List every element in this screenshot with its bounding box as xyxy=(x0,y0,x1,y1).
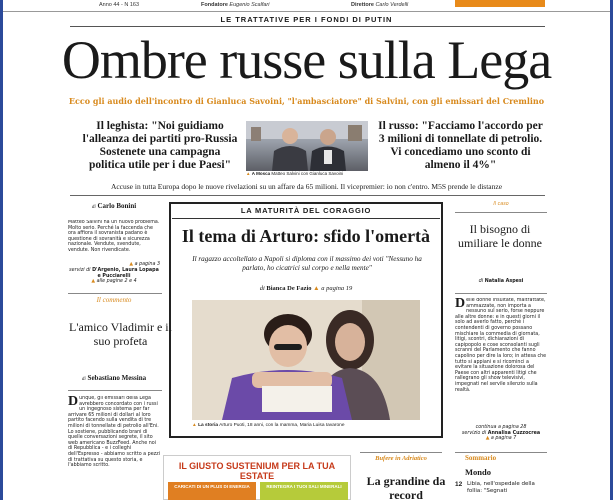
center-story-kicker: LA MATURITÀ DEL CORAGGIO xyxy=(240,206,372,215)
kicker-divider xyxy=(70,26,545,27)
section-divider xyxy=(70,195,545,196)
comment-section-label: Il commento xyxy=(96,296,132,304)
left-services-credit: servizi di D'Argenio, Laura Lopapa e Pucciarelli ▲ alle pagine 2 e 4 xyxy=(69,268,159,285)
teaser-title[interactable]: La grandine da record xyxy=(366,474,446,502)
summary-page: 12 xyxy=(455,481,463,488)
edition-number: Anno 44 - N 163 xyxy=(99,2,140,8)
summary-divider xyxy=(455,452,547,453)
right-column-title[interactable]: Il bisogno di umiliare le donne xyxy=(458,222,542,250)
photo-arturo-and-mother xyxy=(192,300,420,420)
promo-energy-tile: CARICATI DI UN PLUS DI ENERGIA xyxy=(168,482,256,500)
right-divider-top xyxy=(455,212,547,213)
top-story-photo[interactable] xyxy=(246,121,368,171)
summary-label: Sommario xyxy=(465,454,497,462)
promo-minerals-tile: REINTEGRA I TUOI SALI MINERALI xyxy=(260,482,348,500)
photo-salvini-savoini xyxy=(246,121,368,171)
summary-section: Mondo xyxy=(465,467,491,477)
center-story-byline: di Bianca De Fazio ▲ a pagina 19 xyxy=(259,285,353,292)
promo-title: IL GIUSTO SUSTENIUM PER LA TUA ESTATE xyxy=(178,461,336,481)
comment-byline: di Sebastiano Messina xyxy=(81,374,147,382)
right-section-label: Il caso xyxy=(493,202,509,207)
founder-credit: Fondatore Eugenio Scalfari xyxy=(201,2,270,8)
top-story-deck: Accuse in tutta Europa dopo le nuove rivelazioni su un affare da 65 milioni. Il vicepremier: io non c'entro. M5S prende le distanze xyxy=(110,182,503,191)
left-continued[interactable]: ▲ a pagina 3 xyxy=(129,262,160,267)
center-story-headline[interactable]: Il tema di Arturo: sfido l'omertà xyxy=(181,226,431,246)
center-kicker-divider xyxy=(172,218,440,219)
comment-title[interactable]: L'amico Vladimir e il suo profeta xyxy=(69,320,172,348)
top-story-headline[interactable]: Ombre russe sulla Lega xyxy=(61,30,552,90)
left-byline: di Carlo Bonini xyxy=(91,202,137,210)
top-story-subhead: Ecco gli audio dell'incontro di Gianluca Savoini, "l'ambasciatore" di Salvini, con gli emissari del Cremlino xyxy=(68,96,545,106)
center-story-photo[interactable] xyxy=(192,300,420,420)
quote-left: Il leghista: "Noi guidiamo l'alleanza dei partiti pro-Russia Sostenete una campagna politica utile per i due Paesi" xyxy=(82,120,238,171)
right-dropcap: D xyxy=(455,298,466,311)
teaser-kicker: Bufere in Adriatico xyxy=(375,455,427,462)
center-photo-caption: ▲ La storia Arturo Puoti, 18 anni, con la mamma, Maria Luisa Iavarone xyxy=(192,423,345,428)
left-article-body: Matteo Salvini ha un nuovo problema. Molto serio. Perché la faccenda che ora affiora il sovranista padano è questione di sovranità e sicurezza nazionale. Vendute, svendute, vendute. Non rivendicate. xyxy=(68,220,160,253)
comment-body: Dunque, gli emissari della Lega avrebbero concordato con i russi un ingegnoso sistema per far arrivare 65 milioni di dollari al loro partito facendo sulla vendita di tre milioni di tonnellate di petrolio all'Eni. Lo sostiene, pubblicando brani di quelle conversazioni segrete, il sito web americano BuzzFeed. Anche noi di Repubblica - e i colleghi dell'Espresso - abbiamo scritto a pezzi di trattativa su questo storia, e l'abbiamo scritto. xyxy=(68,396,160,469)
top-story-kicker: LE TRATTATIVE PER I FONDI DI PUTIN xyxy=(220,15,393,24)
teaser-divider xyxy=(360,452,442,453)
right-divider xyxy=(455,293,547,294)
center-page-ref: a pagina 19 xyxy=(321,285,353,292)
comment-divider xyxy=(68,390,162,391)
center-story-subhead: Il ragazzo accoltellato a Napoli si diploma con il massimo dei voti "Nessuno ha parlato, ho cicatrici sul corpo e nella mente" xyxy=(192,255,422,272)
summary-item[interactable]: Libia, nell'ospedale della follia: "Segnati xyxy=(467,481,535,494)
quote-right: Il russo: "Facciamo l'accordo per 3 milioni di tonnellate di petrolio. Vi concediamo uno sconto di almeno il 4%" xyxy=(378,120,543,171)
top-photo-caption: ▲ A Mosca Matteo Salvini con Gianluca Savoini xyxy=(246,171,344,176)
left-divider xyxy=(68,293,162,294)
right-byline: di Natalia Aspesi xyxy=(478,278,524,284)
comment-dropcap: D xyxy=(68,396,79,409)
masthead-promo-block xyxy=(455,0,545,7)
right-article-body: Delle donne insultate, maltrattate, ammazzate, non importa a nessuno sul serio, forse neppure alle altre donne: e in questi giorni il solo ad averlo fatto, perché i contendenti di governo possano mischiare la commedia di giornata, litigi, scontri, dichiarazioni di capipopolo e cose sconsolanti sugli scranni del Parlamento che fanno capolino per dire la loro; in attesa che tutto si appiani e si ricominci a evitare la situazione dolorosa del Paese con altri apparenti litigi che rallegrano gli show televisivi, impegnati nel servile silenzio sulla realtà. xyxy=(455,298,547,393)
right-continued[interactable]: continua a pagina 28 servizio di Annalisa Cuzzocrea ▲ a pagina 7 xyxy=(461,425,541,442)
director-credit: Direttore Carlo Verdelli xyxy=(351,2,409,8)
